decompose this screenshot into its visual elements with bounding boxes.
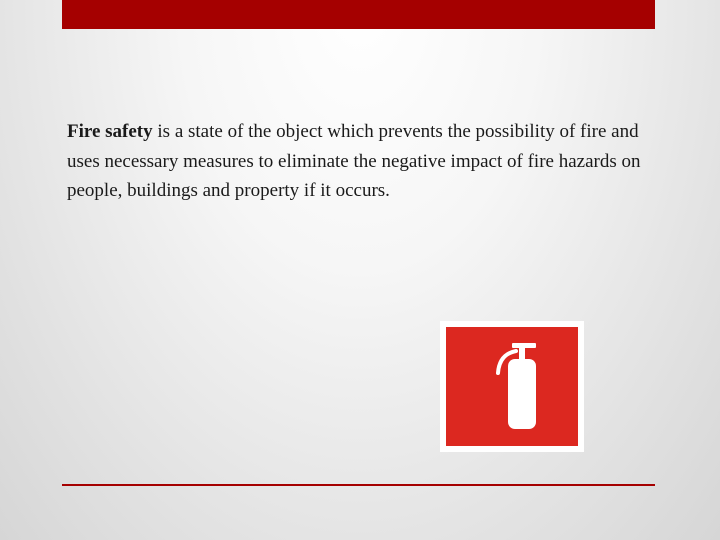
fire-extinguisher-sign — [440, 321, 584, 452]
top-accent-bar — [62, 0, 655, 29]
definition-paragraph — [67, 117, 657, 206]
definition-term: Fire safety — [67, 121, 153, 142]
sign-background — [446, 327, 578, 446]
bottom-divider — [62, 484, 655, 486]
definition-text: is a state of the object which prevents the possibility of fire and uses necessary measures to eliminate the negative impact of fire hazards on people, buildings and property if it occurs. — [67, 121, 641, 201]
fire-extinguisher-icon — [446, 327, 578, 446]
